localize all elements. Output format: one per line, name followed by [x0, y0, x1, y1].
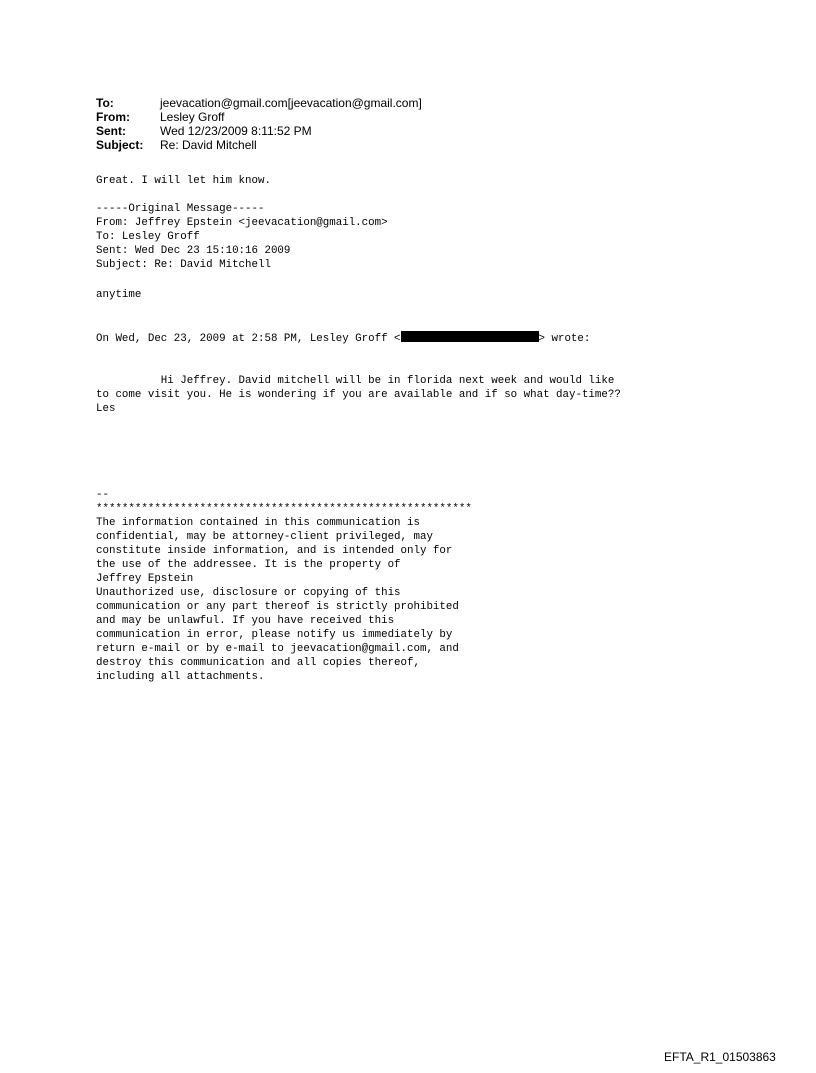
from-value: Lesley Groff	[160, 110, 225, 124]
sent-label: Sent:	[96, 124, 126, 138]
quote-intro-before: On Wed, Dec 23, 2009 at 2:58 PM, Lesley Groff <	[96, 333, 401, 345]
disclaimer-text: The information contained in this communication is confidential, may be attorney-client privileged, may constitute inside information, and is intended only for the use of the addressee. It is the property of Jeffrey Epstein Unauthorized use, disclosure or copying of this communication or any part thereof is strictly prohibited and may be unlawful. If you have received this communication in error, please notify us immediately by return e-mail or by e-mail to jeevacation@gmail.com, and destroy this communication and all copies thereof, including all attachments.	[96, 517, 459, 683]
original-message-header: -----Original Message----- From: Jeffrey Epstein <jeevacation@gmail.com> To: Lesley Groff Sent: Wed Dec 23 15:10:16 2009 Subject: Re: David Mitchell	[96, 203, 388, 271]
subject-label: Subject:	[96, 138, 144, 152]
signature-separator: --	[96, 489, 109, 501]
email-header	[96, 96, 422, 152]
subject-row	[96, 138, 422, 152]
quote-intro-after: > wrote:	[538, 333, 591, 345]
sent-value: Wed 12/23/2009 8:11:52 PM	[160, 124, 312, 138]
document-id: EFTA_R1_01503863	[664, 1050, 776, 1064]
to-value: jeevacation@gmail.com[jeevacation@gmail.com]	[160, 96, 422, 110]
quote-intro	[96, 331, 590, 346]
from-row	[96, 110, 422, 124]
sent-row	[96, 124, 422, 138]
redaction-bar	[401, 331, 539, 342]
subject-value: Re: David Mitchell	[160, 138, 257, 152]
signature-stars: **********************************************************	[96, 503, 472, 515]
to-row	[96, 96, 422, 110]
to-label: To:	[96, 96, 114, 110]
quoted-message: Hi Jeffrey. David mitchell will be in florida next week and would like to come visit you. He is wondering if you are available and if so what day-time?? Les	[96, 375, 621, 415]
from-label: From:	[96, 110, 130, 124]
anytime-text: anytime	[96, 289, 142, 301]
reply-text: Great. I will let him know.	[96, 175, 271, 187]
